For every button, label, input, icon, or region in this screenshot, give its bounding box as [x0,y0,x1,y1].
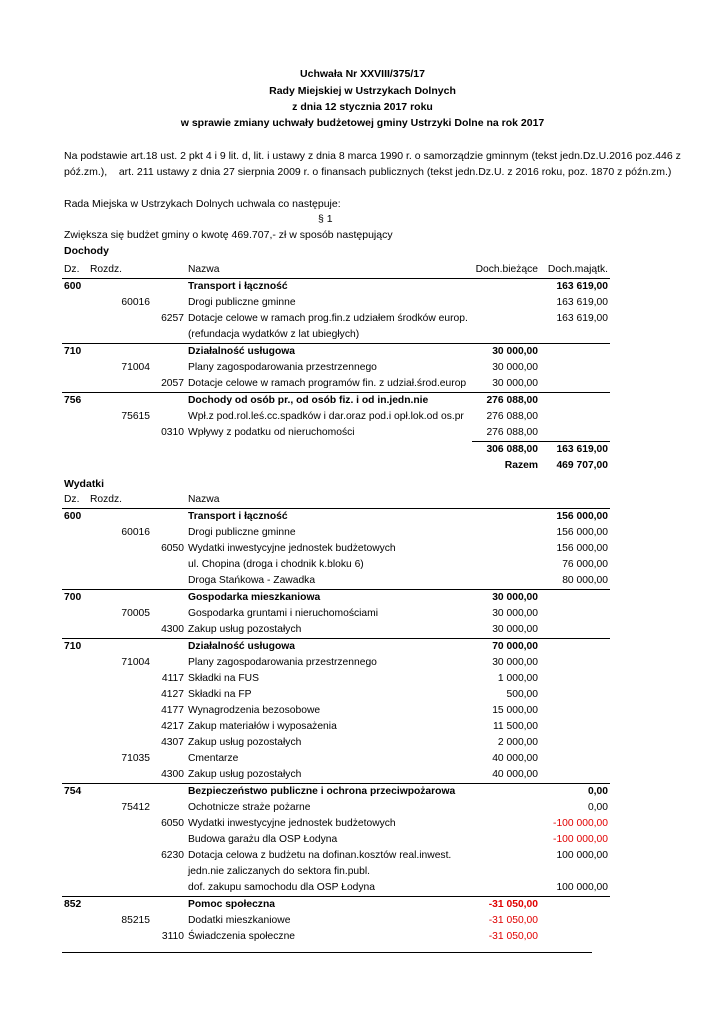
biezace-cell [472,800,540,816]
paragraf-cell [152,655,186,671]
biezace-cell [472,541,540,557]
table-row [62,622,610,639]
majatkowe-cell: 163 619,00 [556,313,608,324]
nazwa-cell: Zakup usług pozostałych [188,769,302,780]
paragraf-cell [152,509,186,526]
majatkowe-cell [540,409,610,425]
rozdz-cell [88,376,152,393]
resolution-date: z dnia 12 stycznia 2017 roku [292,101,433,113]
resolution-subject: w sprawie zmiany uchwały budżetowej gminy Ustrzyki Dolne na rok 2017 [180,117,545,129]
section-row [62,279,610,296]
razem-value: 469 707,00 [556,460,608,471]
rozdz-cell [88,671,152,687]
rozdz-cell [88,784,152,801]
paragraf-cell [152,557,186,573]
table-row [62,816,610,832]
table-row [62,913,610,929]
nazwa-cell: Zakup usług pozostałych [188,624,302,635]
dz-cell: 756 [62,393,88,410]
biezace-cell: 15 000,00 [492,705,538,716]
section-row [62,784,610,801]
biezace-cell: 276 088,00 [472,393,540,410]
rozdz-cell: 60016 [121,527,150,538]
paragraf-cell [152,800,186,816]
dz-cell: 710 [62,344,88,361]
rozdz-cell [88,573,152,590]
dz-cell: 700 [62,590,88,607]
biezace-cell: 30 000,00 [492,624,538,635]
table-row [62,671,610,687]
paragraf-cell: 6050 [161,818,184,829]
paragraf-cell: 3110 [161,931,184,942]
majatkowe-cell [540,639,610,656]
biezace-cell: 30 000,00 [492,362,538,373]
paragraf-cell: 6257 [161,313,184,324]
paragraf-cell: 6050 [161,543,184,554]
paragraf-cell [152,327,186,344]
nazwa-cell: Wydatki inwestycyjne jednostek budżetowych [188,818,396,829]
table-row [62,425,610,442]
nazwa-cell: dof. zakupu samochodu dla OSP Łodyna [188,882,375,893]
wydatki-table [62,492,610,945]
rozdz-cell: 71035 [121,753,150,764]
dz-cell [62,311,88,327]
rozdz-cell [88,735,152,751]
paragraf-cell [152,393,186,410]
majatkowe-cell: 100 000,00 [556,850,608,861]
biezace-cell [472,848,540,864]
dz-cell [62,622,88,639]
rozdz-cell: 70005 [121,608,150,619]
dz-cell [62,525,88,541]
biezace-cell: 2 000,00 [497,737,538,748]
dz-cell [62,929,88,945]
rozdz-cell: 71004 [121,362,150,373]
dz-cell [62,541,88,557]
nazwa-cell: Cmentarze [188,753,239,764]
wydatki-header-row [62,492,610,509]
biezace-cell: 30 000,00 [492,657,538,668]
nazwa-cell: Transport i łączność [186,509,472,526]
nazwa-cell: Wydatki inwestycyjne jednostek budżetowych [188,543,396,554]
table-row [62,864,610,880]
table-row [62,327,610,344]
rozdz-cell [88,816,152,832]
biezace-cell [472,327,540,344]
dochody-header-row [62,262,610,279]
rozdz-cell [88,703,152,719]
majatkowe-cell: 0,00 [587,802,608,813]
table-row [62,880,610,897]
nazwa-cell: Składki na FUS [188,673,259,684]
rozdz-cell: 71004 [121,657,150,668]
paragraf-cell [152,279,186,296]
table-row [62,832,610,848]
dz-cell [62,703,88,719]
rozdz-cell: 75412 [121,802,150,813]
dz-cell [62,425,88,442]
paragraf-cell [152,525,186,541]
dz-cell: 852 [62,897,88,914]
paragraf-cell: 4307 [161,737,184,748]
paragraf-cell [152,409,186,425]
rozdz-cell [88,279,152,296]
paragraf-cell: 0310 [161,427,184,439]
majatkowe-cell [540,344,610,361]
rozdz-cell [88,929,152,945]
dz-cell [62,735,88,751]
section-row [62,897,610,914]
biezace-cell: 40 000,00 [492,769,538,780]
biezace-cell: 276 088,00 [486,427,538,438]
rozdz-cell: 60016 [121,297,150,308]
wydatki-heading: Wydatki [64,478,105,490]
nazwa-cell: Dodatki mieszkaniowe [188,915,291,926]
paragraf-cell [152,864,186,880]
rozdz-cell [88,509,152,526]
nazwa-cell: Gospodarka gruntami i nieruchomościami [188,608,379,619]
table-row [62,606,610,622]
biezace-cell [472,279,540,296]
col-dz: Dz. [62,492,88,509]
rozdz-cell [88,557,152,573]
dz-cell [62,800,88,816]
paragraf-cell: 4117 [161,673,184,684]
majatkowe-cell [540,687,610,703]
rozdz-cell [88,687,152,703]
nazwa-cell: Plany zagospodarowania przestrzennego [188,362,377,373]
biezace-cell [472,509,540,526]
nazwa-cell: Budowa garażu dla OSP Łodyna [188,834,338,845]
biezace-cell: 500,00 [506,689,538,700]
dz-cell: 710 [62,639,88,656]
rozdz-cell [88,719,152,735]
nazwa-cell: Zakup materiałów i wyposażenia [188,721,337,732]
majatkowe-cell: 76 000,00 [562,559,608,570]
nazwa-cell: Dotacje celowe w ramach programów fin. z udział.środ.europ [188,378,467,389]
section-row [62,509,610,526]
paragraf-cell: 2057 [161,378,184,389]
majatkowe-cell [540,767,610,784]
total-biezace: 306 088,00 [472,442,540,459]
paragraf-cell: 4300 [161,624,184,635]
biezace-cell: 1 000,00 [497,673,538,684]
majatkowe-cell [540,376,610,393]
biezace-cell [472,311,540,327]
rozdz-cell [88,864,152,880]
nazwa-cell: Drogi publiczne gminne [188,297,296,308]
biezace-cell: 30 000,00 [472,344,540,361]
majatkowe-cell: -100 000,00 [553,818,608,829]
biezace-cell: -31 050,00 [488,915,538,926]
table-row [62,573,610,590]
paragraf-cell [152,344,186,361]
col-dz: Dz. [62,262,88,279]
paragraf-cell: 4177 [161,705,184,716]
col-nazwa: Nazwa [186,492,472,509]
majatkowe-cell: 156 000,00 [556,543,608,554]
nazwa-cell: Wynagrodzenia bezosobowe [188,705,321,716]
dz-cell [62,606,88,622]
dz-cell [62,880,88,897]
table-row [62,687,610,703]
paragraf-cell: 6230 [161,850,184,861]
dz-cell [62,573,88,590]
dochody-table [62,262,610,474]
paragraf-cell [152,639,186,656]
biezace-cell [472,557,540,573]
dz-cell [62,832,88,848]
paragraf-cell [152,606,186,622]
rozdz-cell [88,425,152,442]
paragraf-cell [152,913,186,929]
paragraf-cell [152,784,186,801]
dz-cell [62,751,88,767]
table-row [62,525,610,541]
table-row [62,800,610,816]
rozdz-cell [88,541,152,557]
majatkowe-cell [540,751,610,767]
majatkowe-cell [540,622,610,639]
biezace-cell: -31 050,00 [472,897,540,914]
totals-row [62,442,610,459]
dz-cell [62,816,88,832]
nazwa-cell: ul. Chopina (droga i chodnik k.bloku 6) [188,559,364,570]
nazwa-cell: (refundacja wydatków z lat ubiegłych) [188,329,360,340]
col-rozdz: Rozdz. [88,262,152,279]
rozdz-cell: 75615 [121,411,150,422]
paragraf-cell [152,832,186,848]
dz-cell [62,360,88,376]
rozdz-cell [88,639,152,656]
nazwa-cell: Ochotnicze straże pożarne [188,802,311,813]
paragraf-cell [152,360,186,376]
table-end-rule [62,952,592,953]
majatkowe-cell [540,655,610,671]
resolves-text: Rada Miejska w Ustrzykach Dolnych uchwala co następuje: [64,198,341,210]
rozdz-cell [88,880,152,897]
majatkowe-cell: 156 000,00 [540,509,610,526]
majatkowe-cell [540,360,610,376]
majatkowe-cell: 100 000,00 [556,882,608,893]
biezace-cell: 276 088,00 [486,411,538,422]
table-row [62,848,610,864]
table-row [62,929,610,945]
razem-row [62,458,610,474]
biezace-cell [472,816,540,832]
dz-cell [62,767,88,784]
table-row [62,360,610,376]
table-row [62,295,610,311]
col-rozdz: Rozdz. [88,492,152,509]
majatkowe-cell [540,864,610,880]
biezace-cell: 30 000,00 [492,608,538,619]
paragraf-cell [152,897,186,914]
nazwa-cell: Pomoc społeczna [186,897,472,914]
paragraf-cell [152,751,186,767]
rozdz-cell [88,767,152,784]
col-doch-majatk: Doch.majątk. [540,262,610,279]
dz-cell: 754 [62,784,88,801]
rozdz-cell [88,832,152,848]
section-mark: § 1 [318,213,333,225]
nazwa-cell: Składki na FP [188,689,252,700]
nazwa-cell: Działalność usługowa [186,344,472,361]
majatkowe-cell [540,719,610,735]
dz-cell: 600 [62,279,88,296]
table-row [62,719,610,735]
majatkowe-cell [540,425,610,442]
dz-cell [62,295,88,311]
rozdz-cell [88,622,152,639]
rozdz-cell [88,897,152,914]
biezace-cell: 11 500,00 [492,721,538,732]
dz-cell [62,913,88,929]
majatkowe-cell [540,913,610,929]
biezace-cell: 70 000,00 [472,639,540,656]
majatkowe-cell: 163 619,00 [556,297,608,308]
majatkowe-cell [540,703,610,719]
biezace-cell: 30 000,00 [472,590,540,607]
majatkowe-cell [540,897,610,914]
table-row [62,311,610,327]
dz-cell [62,409,88,425]
paragraf-cell [152,573,186,590]
table-row [62,376,610,393]
biezace-cell [472,832,540,848]
section-row [62,639,610,656]
resolution-number: Uchwała Nr XXVIII/375/17 [300,68,425,80]
majatkowe-cell [540,327,610,344]
nazwa-cell: Dotacja celowa z budżetu na dofinan.kosztów real.inwest. [188,850,452,861]
majatkowe-cell: -100 000,00 [553,834,608,845]
rozdz-cell [88,327,152,344]
dz-cell [62,671,88,687]
biezace-cell: -31 050,00 [488,931,538,942]
dz-cell [62,687,88,703]
rozdz-cell [88,344,152,361]
majatkowe-cell: 80 000,00 [562,575,608,586]
table-row [62,735,610,751]
dz-cell [62,327,88,344]
biezace-cell [472,295,540,311]
increase-text: Zwiększa się budżet gminy o kwotę 469.707,- zł w sposób następujący [64,229,393,241]
table-row [62,767,610,784]
nazwa-cell: Wpł.z pod.rol.leś.cc.spadków i dar.oraz pod.i opł.lok.od os.pr [188,411,464,422]
paragraf-cell [152,295,186,311]
majatkowe-cell: 0,00 [540,784,610,801]
table-row [62,557,610,573]
nazwa-cell: Droga Stańkowa - Zawadka [188,575,316,586]
table-row [62,751,610,767]
majatkowe-cell: 163 619,00 [540,279,610,296]
table-row [62,409,610,425]
total-majatkowe: 163 619,00 [540,442,610,459]
rozdz-cell [88,311,152,327]
majatkowe-cell [540,606,610,622]
rozdz-cell [88,590,152,607]
dz-cell [62,376,88,393]
biezace-cell: 40 000,00 [492,753,538,764]
majatkowe-cell: 156 000,00 [556,527,608,538]
paragraf-cell: 4217 [161,721,184,732]
razem-label: Razem [504,460,538,471]
nazwa-cell: Bezpieczeństwo publiczne i ochrona przeciwpożarowa [186,784,472,801]
paragraf-cell [152,590,186,607]
paragraf-cell: 4300 [161,769,184,780]
biezace-cell [472,880,540,897]
nazwa-cell: Wpływy z podatku od nieruchomości [188,427,355,439]
dz-cell [62,655,88,671]
nazwa-cell: Plany zagospodarowania przestrzennego [188,657,377,668]
paragraf-cell: 4127 [161,689,184,700]
nazwa-cell: Drogi publiczne gminne [188,527,296,538]
majatkowe-cell [540,671,610,687]
nazwa-cell: Działalność usługowa [186,639,472,656]
section-row [62,590,610,607]
table-row [62,703,610,719]
rozdz-cell [88,848,152,864]
dz-cell [62,864,88,880]
table-row [62,541,610,557]
col-nazwa: Nazwa [186,262,472,279]
dz-cell [62,719,88,735]
majatkowe-cell [540,590,610,607]
dz-cell: 600 [62,509,88,526]
section-row [62,393,610,410]
nazwa-cell: Świadczenia społeczne [188,931,296,942]
nazwa-cell: Dochody od osób pr., od osób fiz. i od in.jedn.nie [186,393,472,410]
nazwa-cell: jedn.nie zaliczanych do sektora fin.publ. [188,866,371,877]
table-row [62,655,610,671]
nazwa-cell: Zakup usług pozostałych [188,737,302,748]
biezace-cell [472,573,540,590]
dz-cell [62,557,88,573]
preamble-line-1: Na podstawie art.18 ust. 2 pkt 4 i 9 lit. d, lit. i ustawy z dnia 8 marca 1990 r. o samorządzie gminnym (tekst jedn.Dz.U.2016 poz.446 z [64,150,681,162]
paragraf-cell [152,880,186,897]
majatkowe-cell [540,393,610,410]
majatkowe-cell [540,929,610,945]
majatkowe-cell [540,735,610,751]
council-name: Rady Miejskiej w Ustrzykach Dolnych [269,85,456,97]
nazwa-cell: Gospodarka mieszkaniowa [186,590,472,607]
dochody-heading: Dochody [64,245,109,257]
biezace-cell: 30 000,00 [492,378,538,389]
nazwa-cell: Dotacje celowe w ramach prog.fin.z udziałem środków europ. [188,313,468,324]
rozdz-cell [88,393,152,410]
preamble-line-2: póź.zm.), art. 211 ustawy z dnia 27 sierpnia 2009 r. o finansach publicznych (tekst jedn.Dz.U. z 2016 roku, poz. 1870 z późn.zm.) [64,166,672,178]
col-doch-biezace: Doch.bieżące [472,262,540,279]
dz-cell [62,848,88,864]
section-row [62,344,610,361]
rozdz-cell: 85215 [121,915,150,926]
biezace-cell [472,525,540,541]
biezace-cell [472,784,540,801]
biezace-cell [472,864,540,880]
nazwa-cell: Transport i łączność [186,279,472,296]
